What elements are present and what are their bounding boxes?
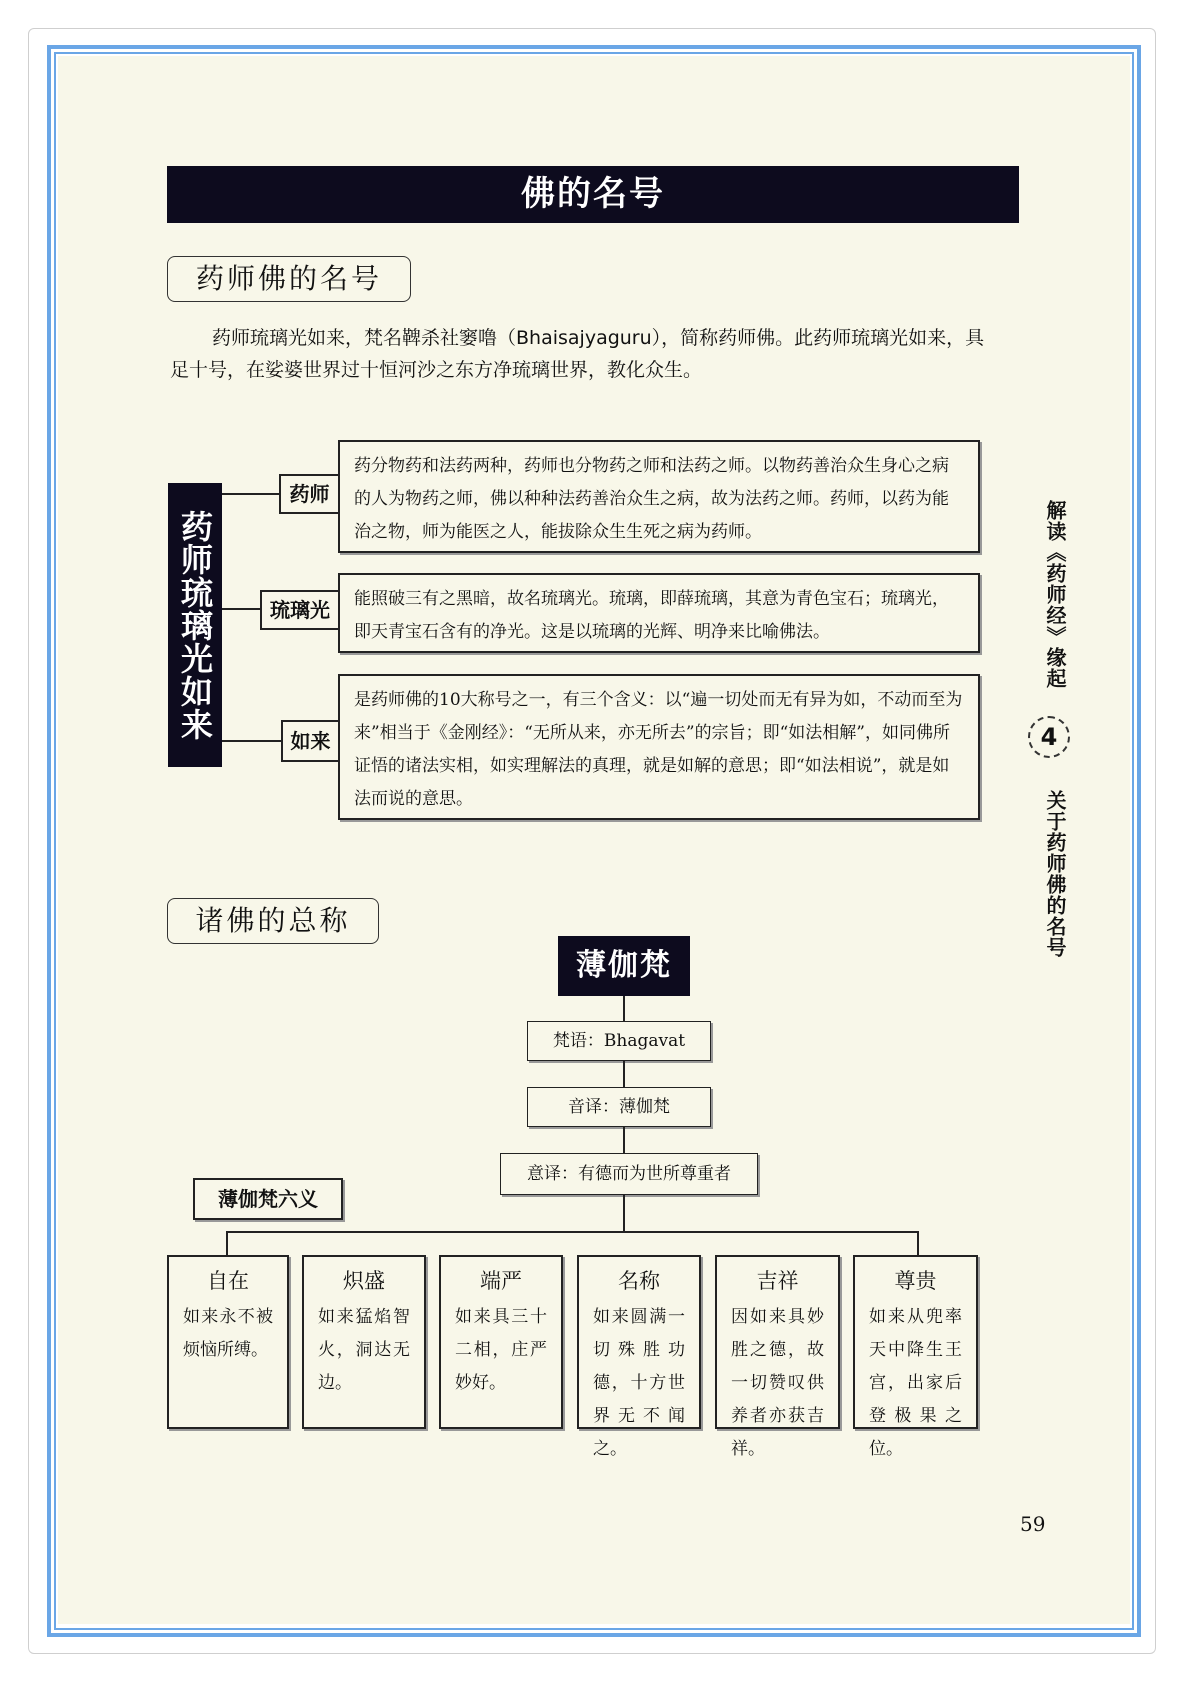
node-meaning: 意译：有德而为世所尊重者 bbox=[500, 1153, 758, 1195]
meaning-text: 因如来具妙胜之德，故一切赞叹供养者亦获吉祥。 bbox=[731, 1307, 824, 1459]
branch-label-rulai: 如来 bbox=[281, 720, 340, 762]
connector bbox=[222, 608, 262, 610]
connector bbox=[222, 493, 280, 495]
connector bbox=[226, 1231, 917, 1233]
connector bbox=[917, 1231, 919, 1255]
meaning-title: 端严 bbox=[480, 1269, 522, 1293]
node-sanskrit: 梵语：Bhagavat bbox=[527, 1021, 711, 1061]
six-meanings-title: 薄伽梵六义 bbox=[193, 1178, 343, 1220]
meaning-box-duanyan bbox=[439, 1255, 563, 1429]
connector bbox=[623, 996, 625, 1022]
chapter-number: 4 bbox=[1040, 723, 1058, 751]
meaning-title: 尊贵 bbox=[894, 1269, 937, 1293]
chapter-badge bbox=[1024, 712, 1074, 762]
node-transliteration: 音译：薄伽梵 bbox=[527, 1087, 711, 1127]
connector bbox=[222, 740, 282, 742]
tree-root-title: 药师琉璃光如来 bbox=[168, 483, 222, 767]
meaning-title: 炽盛 bbox=[343, 1269, 385, 1293]
meaning-title: 名称 bbox=[618, 1269, 660, 1293]
connector bbox=[226, 1231, 228, 1255]
intro-paragraph: 药师琉璃光如来，梵名鞞杀社窭噜（Bhaisajyaguru），简称药师佛。此药师琉璃光如来，具足十号，在娑婆世界过十恒河沙之东方净琉璃世界，教化众生。 bbox=[170, 327, 985, 381]
meaning-box-jixiang bbox=[715, 1255, 840, 1459]
meaning-box-zizai bbox=[167, 1255, 289, 1429]
branch-text-rulai: 是药师佛的10大称号之一，有三个含义：以“遍一切处而无有异为如，不动而至为来”相当于《金刚经》：“无所从来，亦无所去”的宗旨；即“如法相解”，如同佛所证悟的诸法实相，如实理解法的真理，就是如解的意思；即“如法相说”，就是如法而说的意思。 bbox=[338, 674, 980, 820]
bhagavat-root: 薄伽梵 bbox=[558, 936, 690, 996]
connector bbox=[623, 1126, 625, 1154]
meaning-box-mingcheng bbox=[577, 1255, 701, 1459]
meaning-box-chisheng bbox=[302, 1255, 426, 1429]
page-title: 佛的名号 bbox=[167, 166, 1019, 223]
connector bbox=[623, 1060, 625, 1088]
section-heading-yaoshi: 药师佛的名号 bbox=[167, 256, 411, 302]
meaning-text: 如来猛焰智火，洞达无边。 bbox=[318, 1307, 410, 1393]
side-text-lower: 关于药师佛的名号 bbox=[1043, 790, 1067, 958]
page-number: 59 bbox=[1020, 1512, 1046, 1536]
meaning-text: 如来从兜率天中降生王宫，出家后登极果之位。 bbox=[869, 1307, 962, 1459]
meaning-box-zungui bbox=[853, 1255, 978, 1459]
meaning-title: 自在 bbox=[207, 1269, 249, 1293]
branch-label-yaoshi: 药师 bbox=[279, 474, 340, 514]
meaning-title: 吉祥 bbox=[756, 1269, 799, 1293]
branch-label-liuliguang: 琉璃光 bbox=[260, 590, 340, 630]
meaning-text: 如来圆满一切殊胜功德，十方世界无不闻之。 bbox=[593, 1307, 685, 1459]
branch-text-liuliguang: 能照破三有之黑暗，故名琉璃光。琉璃，即薛琉璃，其意为青色宝石；琉璃光，即天青宝石含有的净光。这是以琉璃的光辉、明净来比喻佛法。 bbox=[338, 573, 980, 653]
section-heading-zhufo: 诸佛的总称 bbox=[167, 898, 379, 944]
connector bbox=[623, 1194, 625, 1232]
side-text-upper: 解读《药师经》缘起 bbox=[1043, 500, 1067, 689]
meaning-text: 如来具三十二相，庄严妙好。 bbox=[455, 1307, 547, 1393]
meaning-text: 如来永不被烦恼所缚。 bbox=[183, 1307, 273, 1360]
branch-text-yaoshi: 药分物药和法药两种，药师也分物药之师和法药之师。以物药善治众生身心之病的人为物药之师，佛以种种法药善治众生之病，故为法药之师。药师，以药为能治之物，师为能医之人，能拔除众生生死之病为药师。 bbox=[338, 440, 980, 553]
